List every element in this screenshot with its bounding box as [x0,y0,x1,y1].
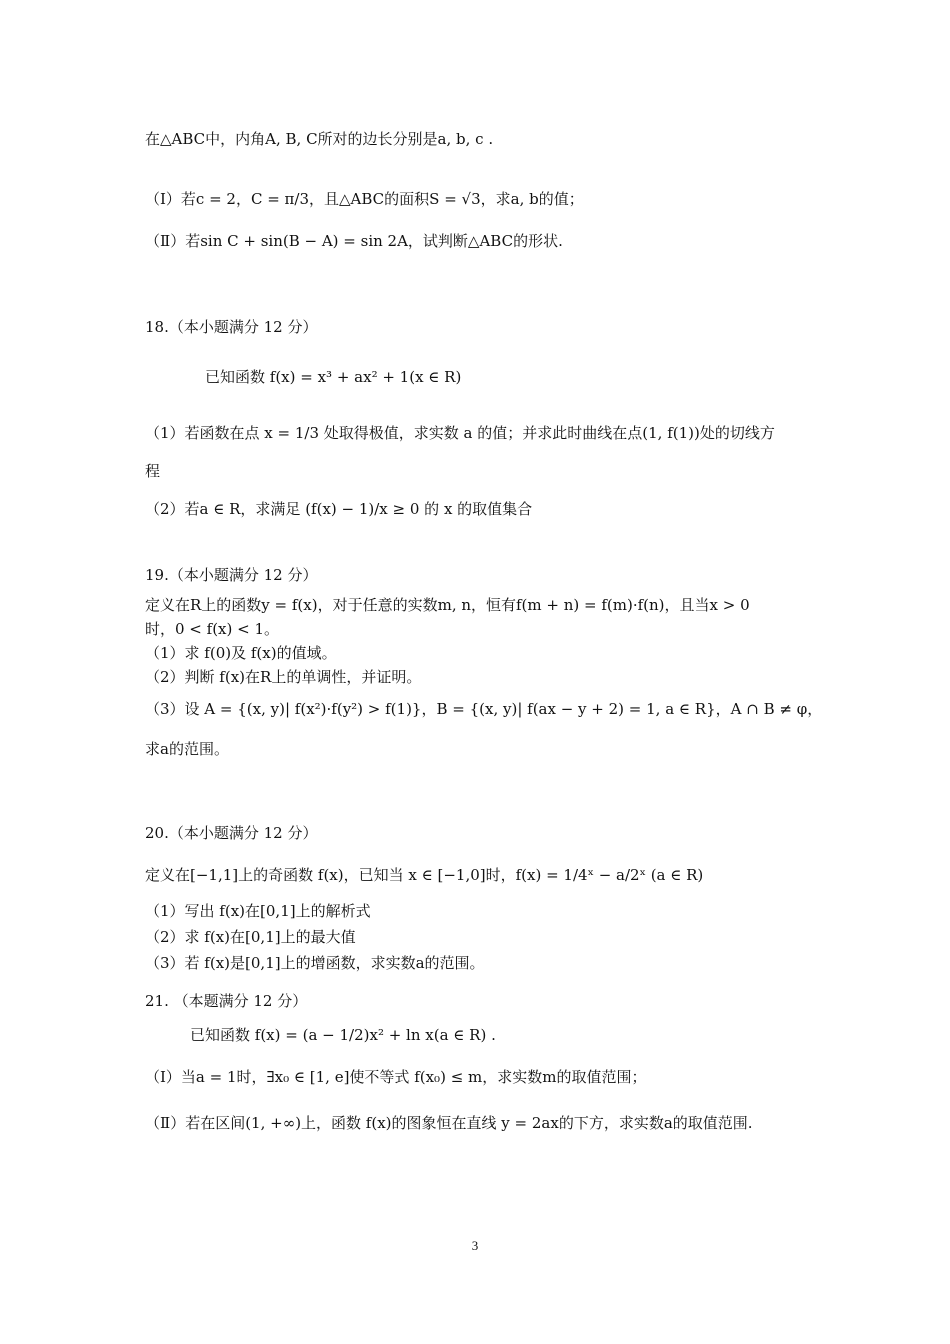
q19-stem-line1: 定义在R上的函数y = f(x)，对于任意的实数m, n，恒有f(m + n) = f(m)·f(n)，且当x > 0 [145,596,750,614]
q20-part1: （1）写出 f(x)在[0,1]上的解析式 [145,902,371,920]
q20-heading: 20.（本小题满分 12 分） [145,824,318,842]
q21-heading: 21. （本题满分 12 分） [145,992,308,1010]
q18-heading: 18.（本小题满分 12 分） [145,318,318,336]
q19-part3-cont: 求a的范围。 [145,740,229,758]
q18-stem: 已知函数 f(x) = x³ + ax² + 1(x ∈ R) [205,368,462,386]
q21-part2: （Ⅱ）若在区间(1, +∞)上，函数 f(x)的图象恒在直线 y = 2ax的下方，求实数a的取值范围. [145,1114,753,1132]
page-number: 3 [471,1238,479,1253]
q21-part1: （Ⅰ）当a = 1时，∃x₀ ∈ [1, e]使不等式 f(x₀) ≤ m，求实数m的取值范围； [145,1068,647,1086]
q20-part2: （2）求 f(x)在[0,1]上的最大值 [145,928,356,946]
q18-part2: （2）若a ∈ R，求满足 (f(x) − 1)/x ≥ 0 的 x 的取值集合 [145,500,533,518]
q17-stem: 在△ABC中，内角A, B, C所对的边长分别是a, b, c . [145,130,494,148]
q19-part2: （2）判断 f(x)在R上的单调性，并证明。 [145,668,422,686]
q18-part1: （1）若函数在点 x = 1/3 处取得极值，求实数 a 的值；并求此时曲线在点(1, f(1))处的切线方 [145,424,775,442]
q19-part3: （3）设 A = {(x, y)| f(x²)·f(y²) > f(1)}，B = {(x, y)| f(ax − y + 2) = 1, a ∈ R}，A ∩ B ≠ φ， [145,700,823,718]
q19-part1: （1）求 f(0)及 f(x)的值域。 [145,644,337,662]
q17-part1: （Ⅰ）若c = 2，C = π/3，且△ABC的面积S = √3，求a, b的值； [145,190,584,208]
q19-heading: 19.（本小题满分 12 分） [145,566,318,584]
q20-stem: 定义在[−1,1]上的奇函数 f(x)，已知当 x ∈ [−1,0]时，f(x) = 1/4ˣ − a/2ˣ (a ∈ R) [145,866,704,884]
q17-part2: （Ⅱ）若sin C + sin(B − A) = sin 2A，试判断△ABC的形状. [145,232,563,250]
q18-part1-cont: 程 [145,462,161,480]
q20-part3: （3）若 f(x)是[0,1]上的增函数，求实数a的范围。 [145,954,485,972]
q19-stem-line2: 时，0 < f(x) < 1。 [145,620,280,638]
q21-stem: 已知函数 f(x) = (a − 1/2)x² + ln x(a ∈ R) . [190,1026,496,1044]
